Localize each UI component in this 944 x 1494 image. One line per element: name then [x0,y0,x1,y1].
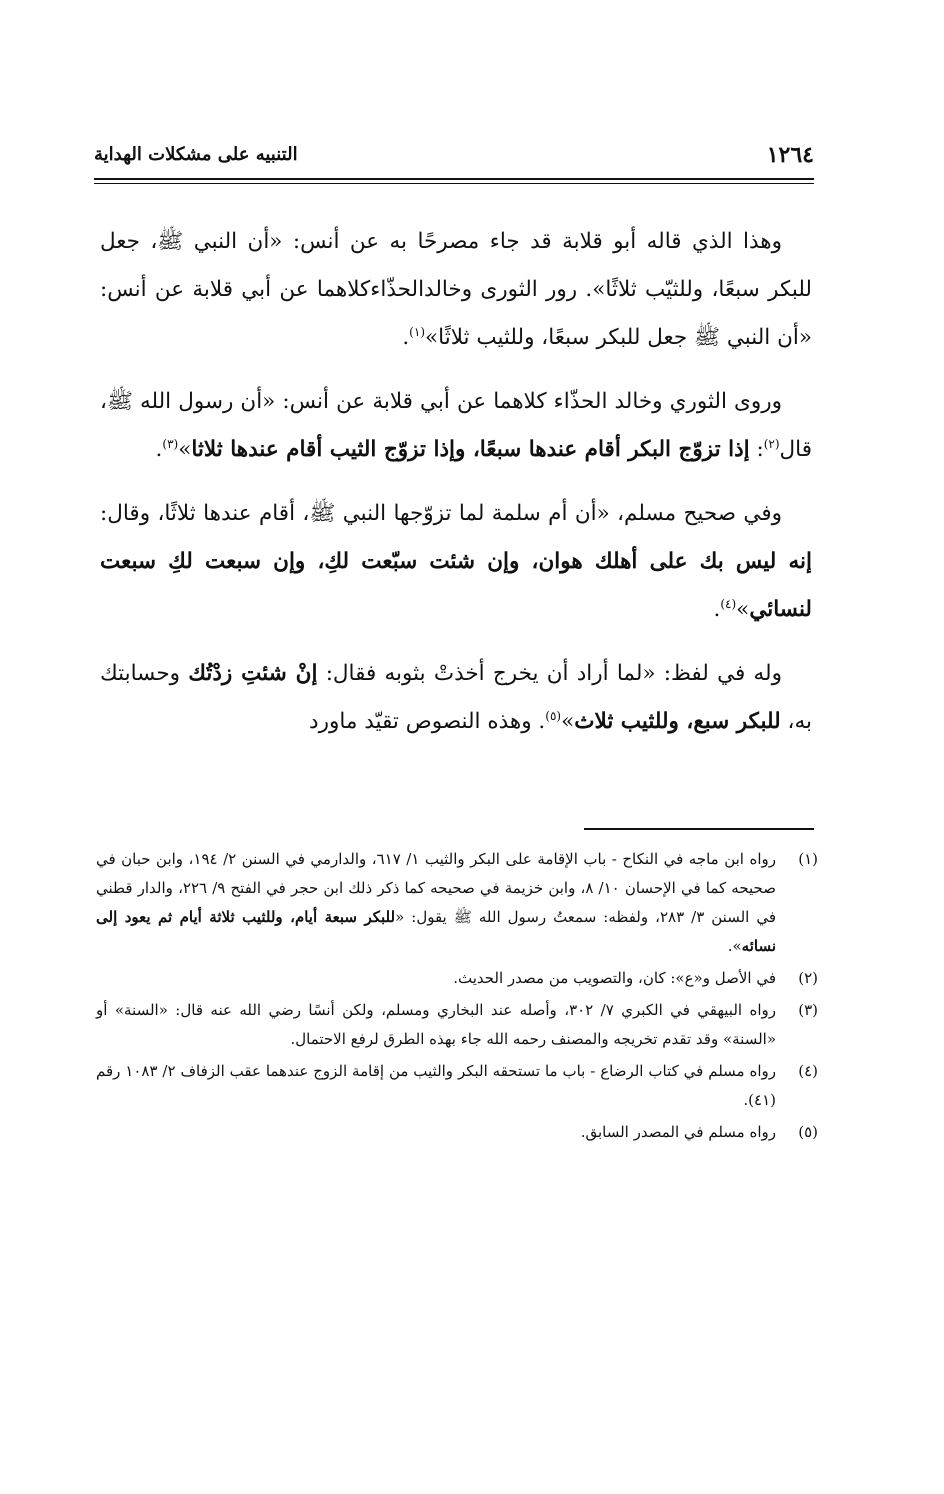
footnote-text: رواه مسلم في كتاب الرضاع - باب ما تستحقه البكر والثيب من إقامة الزوج عندهما عقب الزفاف ٢/ ١٠٨٣ رقم (٤١). [96,1062,776,1109]
paragraph-3 [100,490,812,634]
page-header [94,128,814,178]
footnote-4 [96,1057,818,1115]
paragraph-2-close-quote: » [178,437,192,462]
footnote-1-text: رواه ابن ماجه في النكاح - باب الإقامة على البكر والثيب ١/ ٦١٧، والدارمي في السنن ٢/ ١٩٤، وابن حبان في صحيحه كما في الإحسان ١٠/ ٨، وابن خزيمة في صحيحه كما ذكر ذلك ابن حجر في الفتح ٩/ ٢٢٦، والدار قطني في السنن ٣/ ٢٨٣، ولفظه: سمعتُ رسول الله ﷺ يقول: « [96,850,777,926]
footnote-separator [584,828,814,830]
footnote-text: رواه مسلم في المصدر السابق. [580,1123,776,1141]
paragraph-2-text: وروى الثوري وخالد الحذّاء كلاهما عن أبي قلابة عن أنس: «أن رسول الله ﷺ، قال [100,389,812,462]
footnote-number: (٤) [798,1062,818,1080]
footnote-text [96,845,776,961]
footnote-text: في الأصل و«ع»: كان، والتصويب من مصدر الحديث. [453,969,776,987]
header-rule [94,178,814,180]
footnote-5 [96,1118,818,1147]
main-text [100,218,812,762]
hadith-quote-4a: إنْ شئتِ زدْتُك [188,661,318,686]
footnote-ref-5: (٥) [545,708,562,723]
paragraph-3-close-quote: » [736,597,750,622]
footnote-number: (٣) [798,1001,818,1019]
paragraph-3-end: . [713,597,721,622]
hadith-quote-4b: للبكر سبع، وللثيب ثلاث [574,709,781,734]
paragraph-1-text: وهذا الذي قاله أبو قلابة قد جاء مصرحًا به عن أنس: «أن النبي ﷺ، جعل للبكر سبعًا، وللثيّب ثلاثًا». رور الثورى وخالدالحذّاءكلاهما عن أبي قلابة عن أنس: «أن النبي ﷺ جعل للبكر سبعًا، وللثيب ثلاثًا» [100,229,812,350]
paragraph-1-end: . [402,325,410,350]
running-title: التنبيه على مشكلات الهداية [94,144,298,165]
paragraph-1 [100,218,812,362]
footnote-ref-4: (٤) [720,596,737,611]
header-rule-thin [94,183,814,184]
footnote-1-quote: للبكر سبعة أيام، وللثيب ثلاثة أيام ثم يعود إلى نسائه [96,908,776,955]
footnote-number: (١) [798,850,818,868]
paragraph-2-colon: : [749,437,764,462]
page-number: ١٢٦٤ [766,142,814,168]
footnote-text: رواه البيهقي في الكبري ٧/ ٣٠٢، وأصله عند البخاري ومسلم، ولكن أنسًا رضي الله عنه قال: «السنة» أو «السنة» وقد تقدم تخريجه والمصنف رحمه الله جاء بهذه الطرق لرفع الاحتمال. [96,1001,777,1048]
paragraph-4-middle: وحسابتك به، [100,661,812,734]
paragraph-4-end: . وهذه النصوص تقيّد ماورد [309,709,546,734]
footnote-number: (٢) [798,969,818,987]
footnote-3 [96,996,818,1054]
footnote-number: (٥) [798,1123,818,1141]
paragraph-4-text: وله في لفظ: «لما أراد أن يخرج أخذتْ بثوبه فقال: [317,661,782,686]
footnotes [96,845,818,1150]
footnote-1 [96,845,818,961]
paragraph-2 [100,378,812,474]
hadith-quote-2: إذا تزوّج البكر أقام عندها سبعًا، وإذا تزوّج الثيب أقام عندها ثلاثا [191,437,750,462]
footnote-ref-3: (٣) [162,436,179,451]
paragraph-2-end: . [155,437,163,462]
paragraph-4 [100,650,812,746]
footnote-ref-2: (٢) [763,436,780,451]
footnote-2 [96,964,818,993]
footnote-1-end: ». [727,937,742,955]
paragraph-4-close-quote: » [561,709,575,734]
footnote-ref-1: (١) [409,324,425,339]
hadith-quote-3: إنه ليس بك على أهلك هوان، وإن شئت سبّعت لكِ، وإن سبعت لكِ سبعت لنسائي [100,549,813,622]
paragraph-3-text: وفي صحيح مسلم، «أن أم سلمة لما تزوّجها النبي ﷺ، أقام عندها ثلاثًا، وقال: [100,501,782,526]
